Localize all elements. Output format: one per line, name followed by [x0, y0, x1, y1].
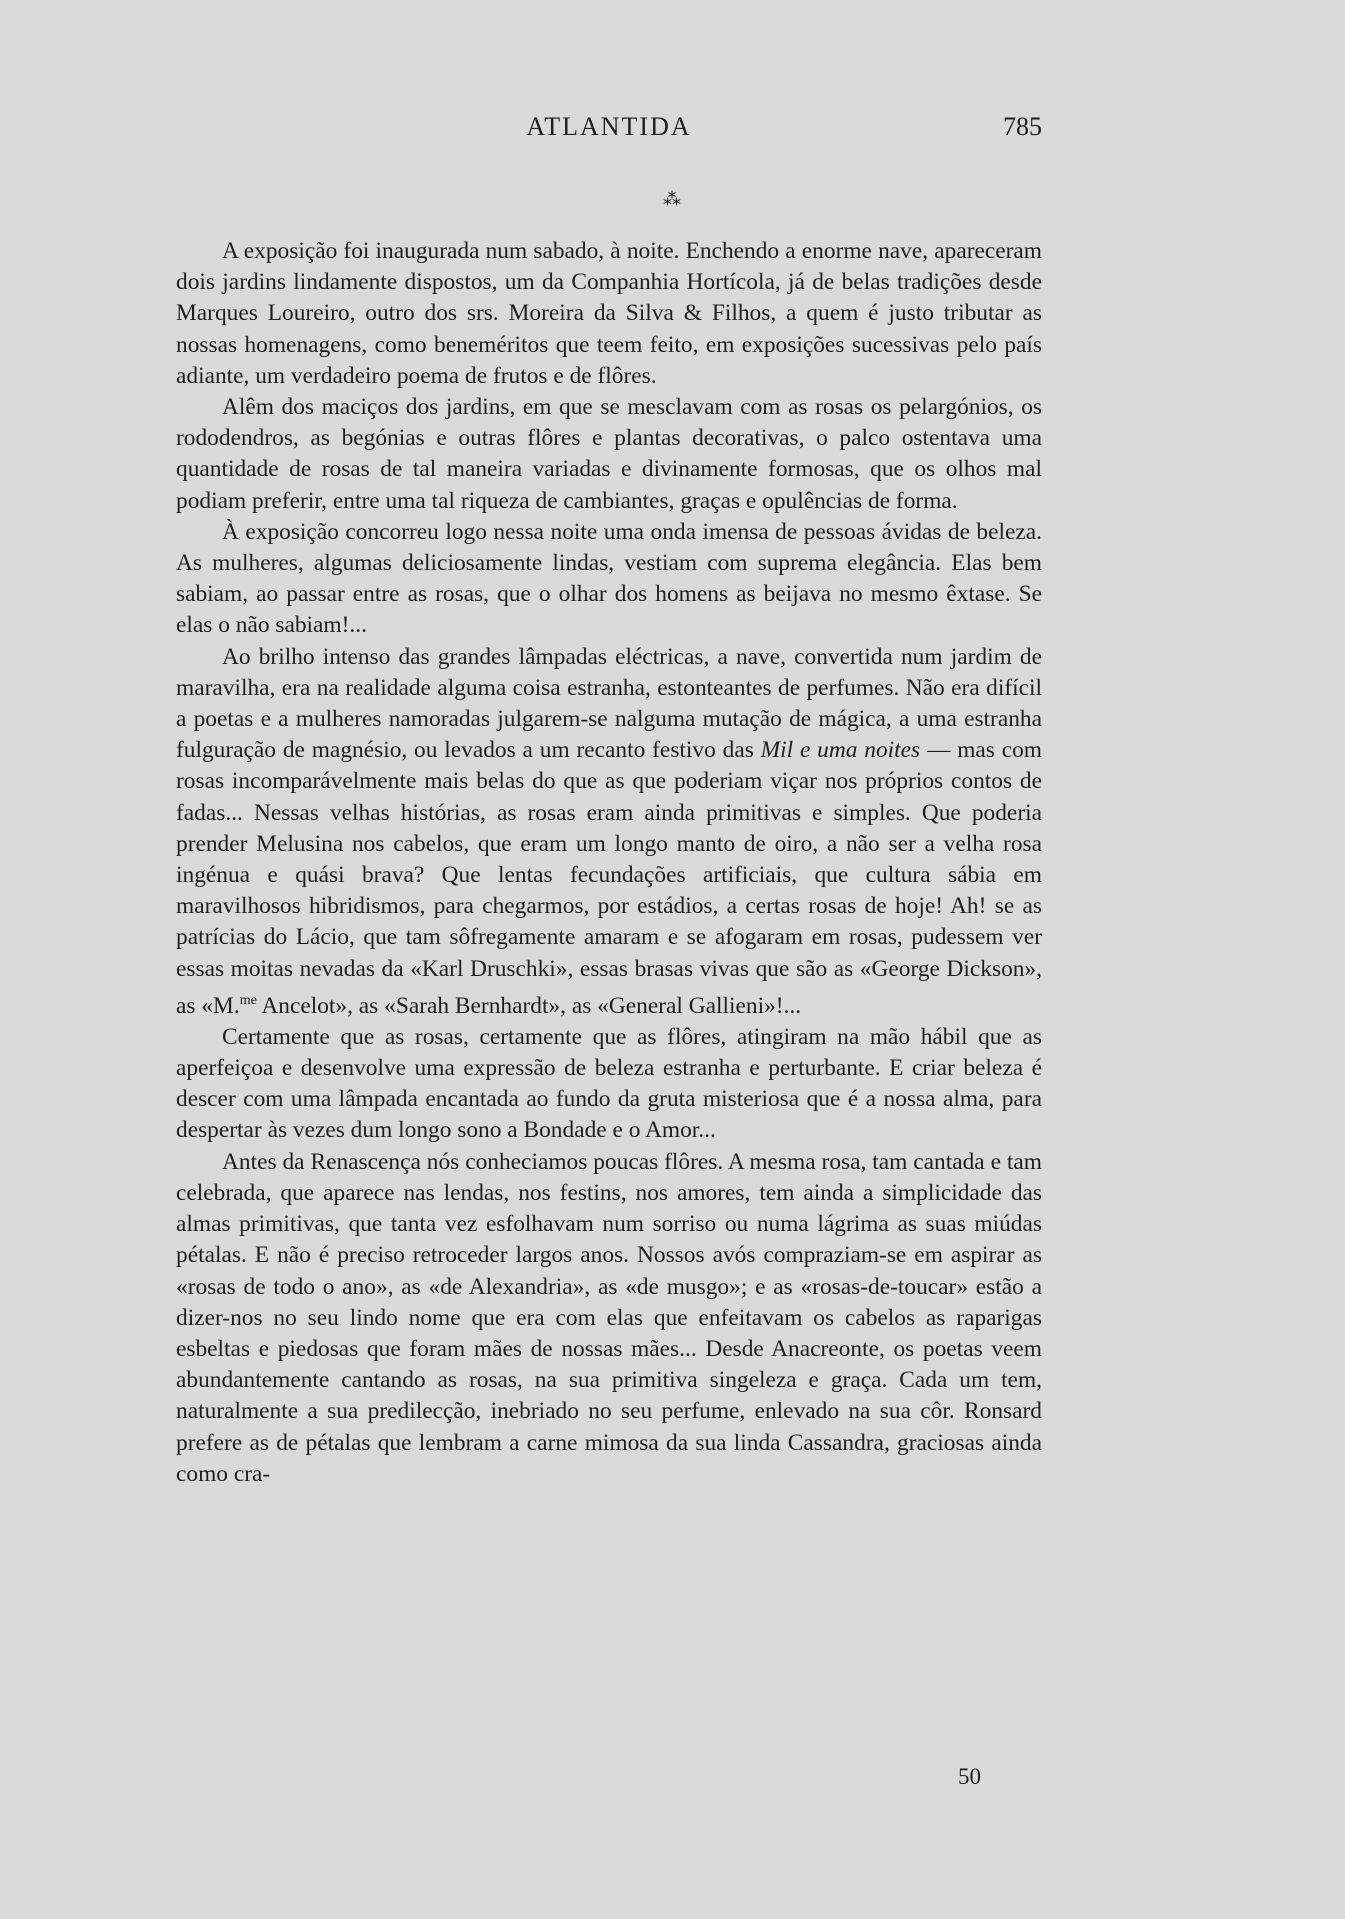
paragraph: A exposição foi inaugurada num sabado, à noite. Enchendo a enorme nave, apareceram dois jardins lindamente dispostos, um da Companhia Hortícola, já de belas tradições desde Marques Loureiro, outro dos srs. Moreira da Silva & Filhos, a quem é justo tributar as nossas homenagens, como beneméritos que teem feito, em exposições sucessivas pelo país adiante, um verdadeiro poema de frutos e de flôres. — [176, 238, 1042, 389]
signature-mark: 50 — [958, 1764, 981, 1789]
paragraph: Antes da Renascença nós conheciamos poucas flôres. A mesma rosa, tam cantada e tam celebrada, que aparece nas lendas, nos festins, nos amores, tem ainda a simplicidade das almas primitivas, que tanta vez esfolhavam num sorriso ou numa lágrima as suas miúdas pétalas. E não é preciso retroceder largos anos. Nossos avós compraziam-se em aspirar as «rosas de todo o ano», as «de Alexandria», as «de musgo»; e as «rosas-de-toucar» estão a dizer-nos no seu lindo nome que era com elas que enfeitavam os cabelos as raparigas esbeltas e piedosas que foram mães de nossas mães... Desde Anacreonte, os poetas veem abundantemente cantando as rosas, na sua primitiva singeleza e graça. Cada um tem, naturalmente a sua predilecção, inebriado no seu perfume, enlevado na sua côr. Ronsard prefere as de pétalas que lembram a carne mimosa da sua linda Cassandra, graciosas ainda como cra- — [176, 1148, 1042, 1487]
paragraph: Alêm dos maciços dos jardins, em que se mesclavam com as rosas os pelargónios, os rododendros, as begónias e outras flôres e plantas decorativas, o palco ostentava uma quantidade de rosas de tal maneira variadas e divinamente formosas, que os olhos mal podiam preferir, entre uma tal riqueza de cambiantes, graças e opulências de forma. — [176, 394, 1042, 514]
paragraph-text: — mas com rosas incomparávelmente mais belas do que as que poderiam viçar nos próprios contos de fadas... Nessas velhas histórias, as rosas eram ainda primitivas e simples. Que poderia prender Melusina nos cabelos, que eram um longo manto de oiro, a não ser a velha rosa ingénua e quási brava? Que lentas fecundações artificiais, que cultura sábia em maravilhosos hibridismos, para chegarmos, por estádios, a certas rosas de hoje! Ah! se as patrícias do Lácio, que tam sôfregamente amaram e se afogaram em rosas, pudessem ver essas moitas nevadas da «Karl Druschki», essas brasas vivas que são as «George Dickson», as «M. — [176, 737, 1042, 1019]
page-header — [176, 112, 1042, 152]
paragraph: Certamente que as rosas, certamente que as flôres, atingiram na mão hábil que as aperfeiçoa e desenvolve uma expressão de beleza estranha e perturbante. E criar beleza é descer com uma lâmpada encantada ao fundo da gruta misteriosa que é a nossa alma, para despertar às vezes dum longo sono a Bondade e o Amor... — [176, 1023, 1042, 1144]
paragraph: À exposição concorreu logo nessa noite uma onda imensa de pessoas ávidas de beleza. As mulheres, algumas deliciosamente lindas, vestiam com suprema elegância. Elas bem sabiam, ao passar entre as rosas, que o olhar dos homens as beijava no mesmo êxtase. Se elas o não sabiam!... — [176, 518, 1042, 639]
paragraph-text: Ao brilho intenso das grandes lâmpadas eléctricas, a nave, convertida num jardim de maravilha, era na realidade alguma coisa estranha, estonteantes de perfumes. Não era difícil a poetas e a mulheres namoradas julgarem-se nalguma mutação de mágica, a uma estranha fulguração de magnésio, ou levados a um recanto festivo das — [176, 643, 1042, 764]
paragraph-text: Ancelot», as «Sarah Bernhardt», as «General Gallieni»!... — [256, 992, 802, 1019]
running-title: ATLANTIDA — [526, 112, 692, 141]
superscript-abbrev: me — [239, 992, 257, 1008]
book-title: Mil e uma noites — [760, 737, 921, 764]
article-body — [176, 236, 1042, 1490]
paragraph — [176, 642, 1042, 1022]
section-ornament: ⁂ — [663, 189, 682, 209]
page-number: 785 — [1003, 112, 1042, 141]
